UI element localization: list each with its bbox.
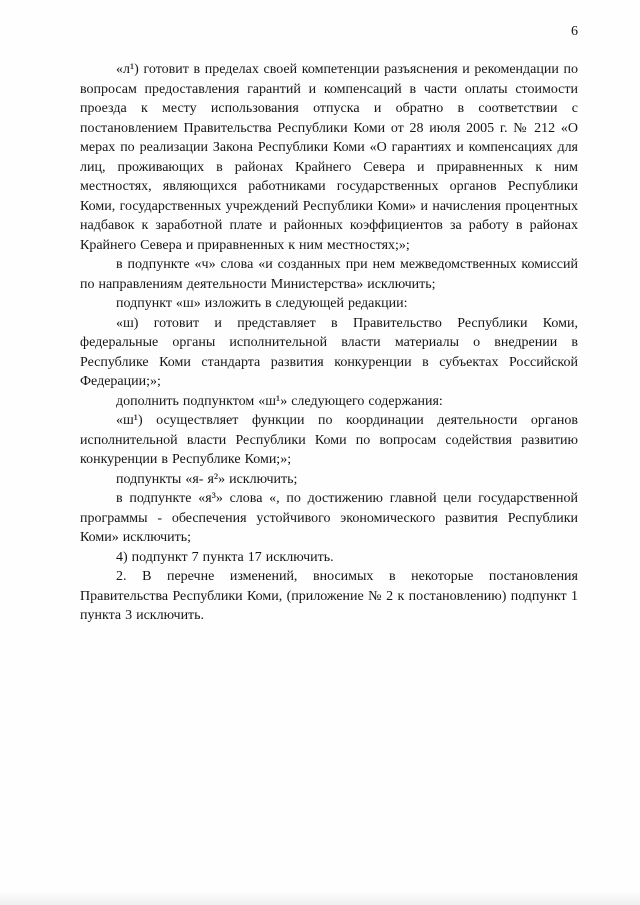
paragraph: подпункт «ш» изложить в следующей редакции:: [116, 296, 408, 311]
paragraph: «ш) готовит и представляет в Правительство Республики Коми, федеральные органы исполнительной власти материалы о внедрении в Республике Коми стандарта развития конкуренции в субъектах Российской Федерации;»;: [80, 315, 578, 389]
paragraph: «л¹) готовит в пределах своей компетенции разъяснения и рекомендации по вопросам предоставления гарантий и компенсаций в части оплаты стоимости проезда к месту использования отпуска и обратно в соответствии с постановлением Правительства Республики Коми от 28 июля 2005 г. № 212 «О мерах по реализации Закона Республики Коми «О гарантиях и компенсациях для лиц, проживающих в районах Крайнего Севера и приравненных к ним местностях, являющихся работниками государственных органов Республики Коми, государственных учреждений Республики Коми» и начисления процентных надбавок к заработной плате и районных коэффициентов за работу в районах Крайнего Севера и приравненных к ним местностях;»;: [80, 62, 578, 253]
paragraph: 4) подпункт 7 пункта 17 исключить.: [116, 549, 334, 565]
paragraph: дополнить подпунктом «ш¹» следующего содержания:: [116, 393, 443, 409]
document-body: [80, 60, 578, 626]
page-number: 6: [571, 24, 578, 39]
paragraph: в подпункте «я³» слова «, по достижению главной цели государственной программы - обеспечения устойчивого экономического развития Республики Коми» исключить;: [80, 491, 578, 545]
paragraph: подпункты «я- я²» исключить;: [116, 471, 298, 487]
paragraph: «ш¹) осуществляет функции по координации деятельности органов исполнительной власти Республики Коми по вопросам содействия развитию конкуренции в Республике Коми;»;: [80, 413, 578, 467]
paragraph: в подпункте «ч» слова «и созданных при нем межведомственных комиссий по направлениям деятельности Министерства» исключить;: [80, 257, 578, 292]
paragraph: 2. В перечне изменений, вносимых в некоторые постановления Правительства Республики Коми, (приложение № 2 к постановлению) подпункт 1 пункта 3 исключить.: [80, 569, 578, 623]
